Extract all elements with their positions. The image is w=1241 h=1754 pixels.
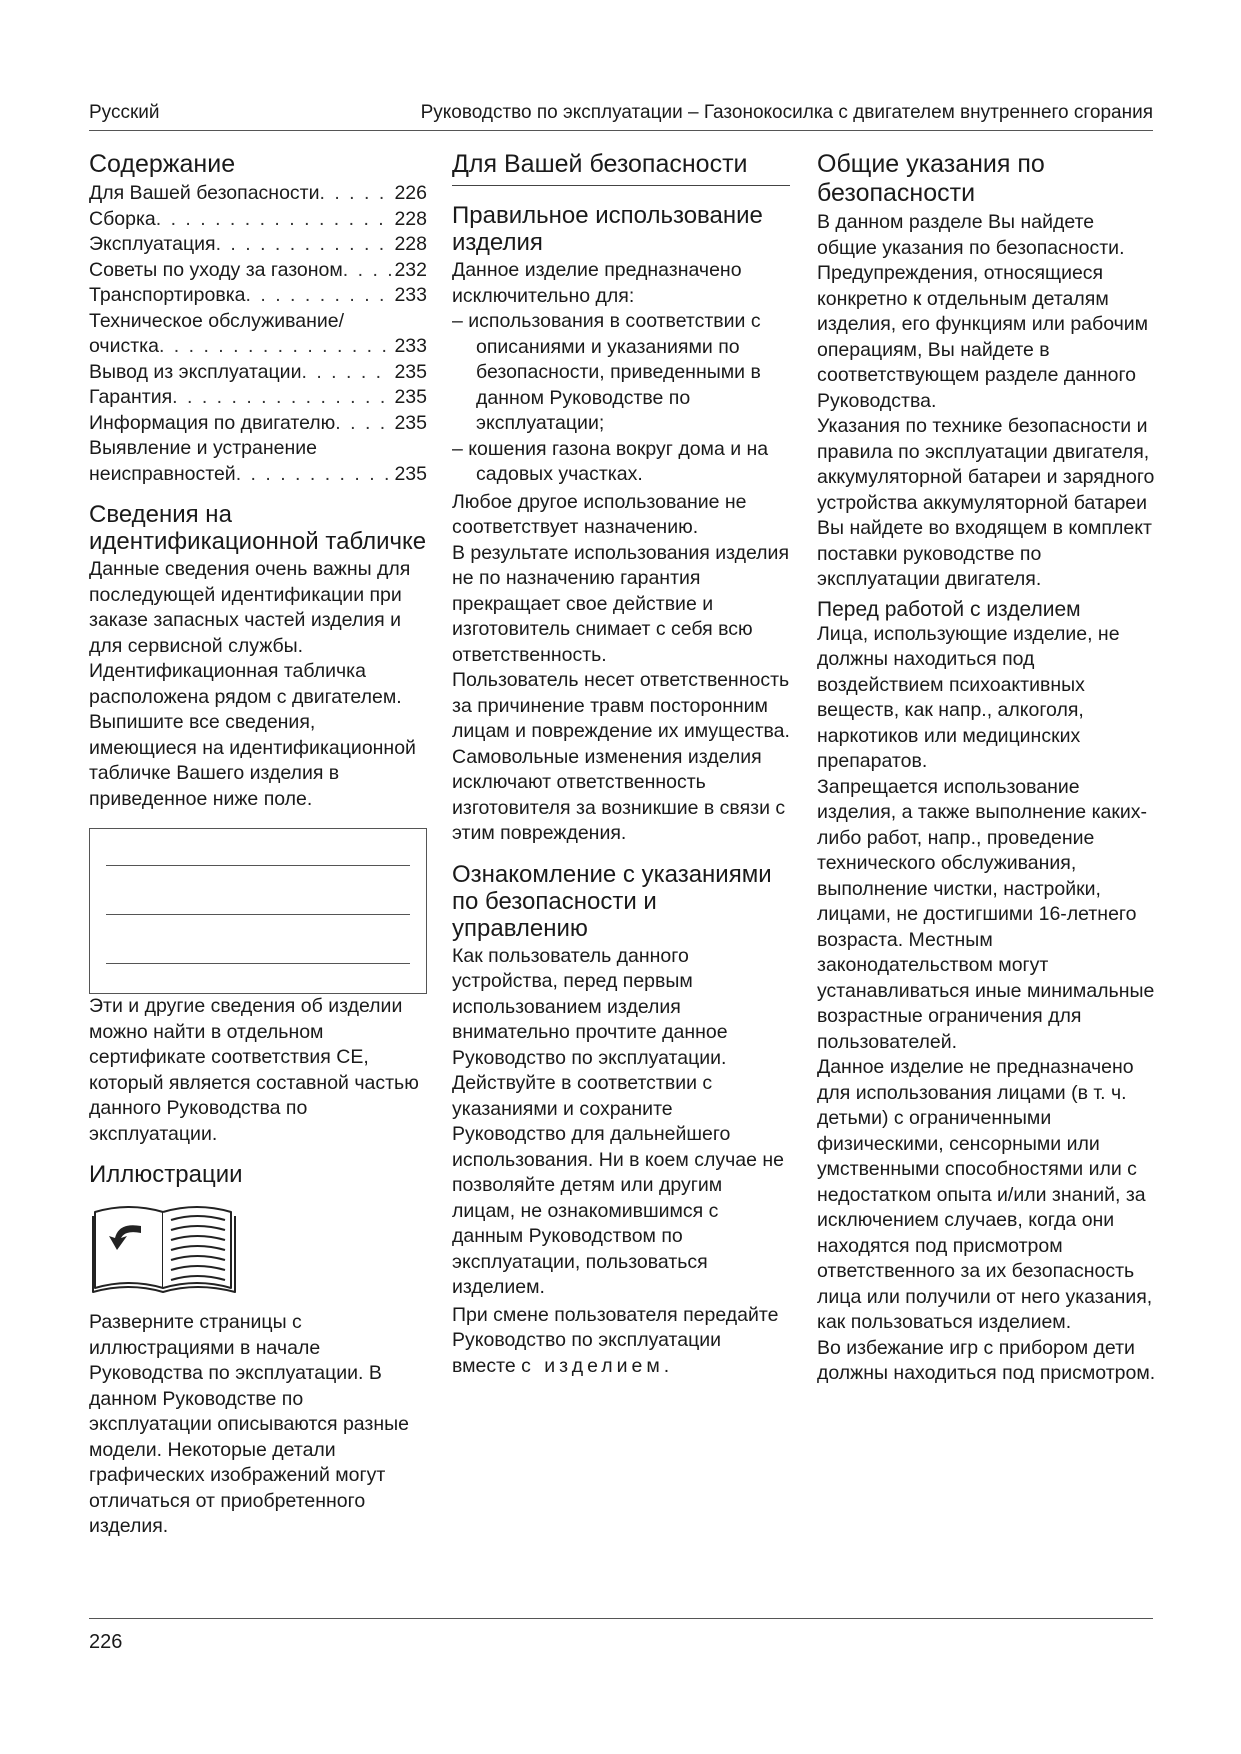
toc-item[interactable]: Информация по двигателю . . . 235 <box>89 411 427 437</box>
before-work-heading: Перед работой с изделием <box>817 597 1081 621</box>
column-right <box>817 150 1157 1387</box>
toc-list <box>89 181 427 487</box>
toc-item[interactable]: неисправностей . . . 235 <box>89 462 427 488</box>
nameplate-after-box: Эти и другие сведения об изделии можно найти в отдельном сертификате соответствия CE, который является составной частью данного Руководства по эксплуатации. <box>89 995 419 1145</box>
nameplate-text: Данные сведения очень важны для последующей идентификации при заказе запасных частей изделия и для сервисной службы. Идентификационная табличка расположена рядом с двигателем. Выпишите все сведения, имеющиеся на идентификационной табличке Вашего изделия в приведенное ниже поле. <box>89 558 416 810</box>
before-work-p4: Во избежание игр с прибором дети должны находиться под присмотром. <box>817 1336 1156 1384</box>
entry-line[interactable] <box>106 914 410 915</box>
familiarization-p2: При смене пользователя передайте Руководство по эксплуатации вместе с изделием. <box>452 1303 779 1377</box>
proper-use-heading: Правильное использование изделия <box>452 202 763 256</box>
toc-item-line1[interactable]: Техническое обслуживание/ <box>89 309 344 332</box>
illustrations-text: Разверните страницы с иллюстрациями в начале Руководства по эксплуатации. В данном Руководстве по эксплуатации описываются разные модели. Некоторые детали графических изображений могут отличаться от приобретенного изделия. <box>89 1311 409 1537</box>
toc-item[interactable]: Эксплуатация . . . 228 <box>89 232 427 258</box>
entry-line[interactable] <box>106 963 410 964</box>
proper-use-p2: В результате использования изделия не по назначению гарантия прекращает свое действие и изготовитель снимает с себя всю ответственность. <box>452 541 790 666</box>
entry-line[interactable] <box>106 865 410 866</box>
list-item: – использования в соответствии с описаниями и указаниями по безопасности, приведенными в данном Руководстве по эксплуатации; <box>452 310 761 434</box>
page-footer <box>89 1618 1153 1654</box>
familiarization-heading: Ознакомление с указаниями по безопасности и управлению <box>452 860 772 942</box>
header-title: Руководство по эксплуатации – Газонокосилка с двигателем внутреннего сгорания <box>420 102 1153 123</box>
safety-heading: Для Вашей безопасности <box>452 150 790 186</box>
column-middle <box>452 150 790 1379</box>
general-p2: Указания по технике безопасности и правила по эксплуатации двигателя, аккумуляторной батареи и зарядного устройства аккумуляторной батареи Вы найдете во входящем в комплект поставки руководстве по эксплуатации двигателя. <box>817 415 1155 590</box>
before-work-p2: Запрещается использование изделия, а также выполнение каких-либо работ, напр., проведение технического обслуживания, выполнение чистки, настройки, лицами, не достигшими 16-летнего возраста. Местным законодательством могут устанавливаться иные минимальные возрастные ограничения для пользователей. <box>817 775 1155 1053</box>
page-header <box>89 100 1153 131</box>
before-work-p1: Лица, использующие изделие, не должны находиться под воздействием психоактивных веществ, как напр., алкоголя, наркотиков или медицинских препаратов. <box>817 622 1120 772</box>
proper-use-list <box>452 309 790 488</box>
toc-item[interactable]: Сборка . . . 228 <box>89 207 427 233</box>
open-book-icon <box>89 1200 239 1296</box>
toc-item[interactable]: Транспортировка . . . 233 <box>89 283 427 309</box>
familiarization-p1: Как пользователь данного устройства, перед первым использованием изделия внимательно прочтите данное Руководство по эксплуатации. Действуйте в соответствии с указаниями и сохраните Руководство для дальнейшего использования. Ни в коем случае не позволяйте детям или другим лицам, не ознакомившимся с данным Руководством по эксплуатации, пользоваться изделием. <box>452 944 784 1298</box>
toc-heading: Содержание <box>89 150 236 178</box>
header-language: Русский <box>89 102 160 123</box>
list-item: – кошения газона вокруг дома и на садовых участках. <box>452 437 769 485</box>
proper-use-p3: Пользователь несет ответственность за причинение травм посторонним лицам и повреждение их имущества. <box>452 669 790 742</box>
before-work-p3: Данное изделие не предназначено для использования лицами (в т. ч. детьми) с ограниченными физическими, сенсорными или умственными способностями или с недостатком опыта и/или знаний, за исключением случаев, когда они находятся под присмотром ответственного за их безопасность лица или получили от него указания, как пользоваться изделием. <box>817 1056 1153 1333</box>
general-heading: Общие указания по безопасности <box>817 150 1045 207</box>
nameplate-heading: Сведения на идентификационной табличке <box>89 501 427 555</box>
proper-use-p4: Самовольные изменения изделия исключают ответственность изготовителя за возникшие в связи с этим повреждения. <box>452 745 786 844</box>
nameplate-entry-box[interactable] <box>89 828 427 994</box>
toc-item[interactable]: Для Вашей безопасности . . . 226 <box>89 181 427 207</box>
column-left <box>89 150 427 1540</box>
toc-item[interactable]: Гарантия . . . 235 <box>89 385 427 411</box>
proper-use-p1: Любое другое использование не соответствует назначению. <box>452 490 747 538</box>
page-number: 226 <box>89 1631 123 1653</box>
toc-item[interactable]: Вывод из эксплуатации . . . 235 <box>89 360 427 386</box>
toc-item-line1[interactable]: Выявление и устранение <box>89 437 317 459</box>
general-p1: В данном разделе Вы найдете общие указания по безопасности. Предупреждения, относящиеся конкретно к отдельным деталям изделия, его функциям или рабочим операциям, Вы найдете в соответствующем разделе данного Руководства. <box>817 211 1149 412</box>
illustrations-heading: Иллюстрации <box>89 1161 243 1188</box>
toc-item[interactable]: очистка . . . 233 <box>89 334 427 360</box>
proper-use-intro: Данное изделие предназначено исключительно для: <box>452 259 742 307</box>
toc-item[interactable]: Советы по уходу за газоном . . . 232 <box>89 258 427 284</box>
